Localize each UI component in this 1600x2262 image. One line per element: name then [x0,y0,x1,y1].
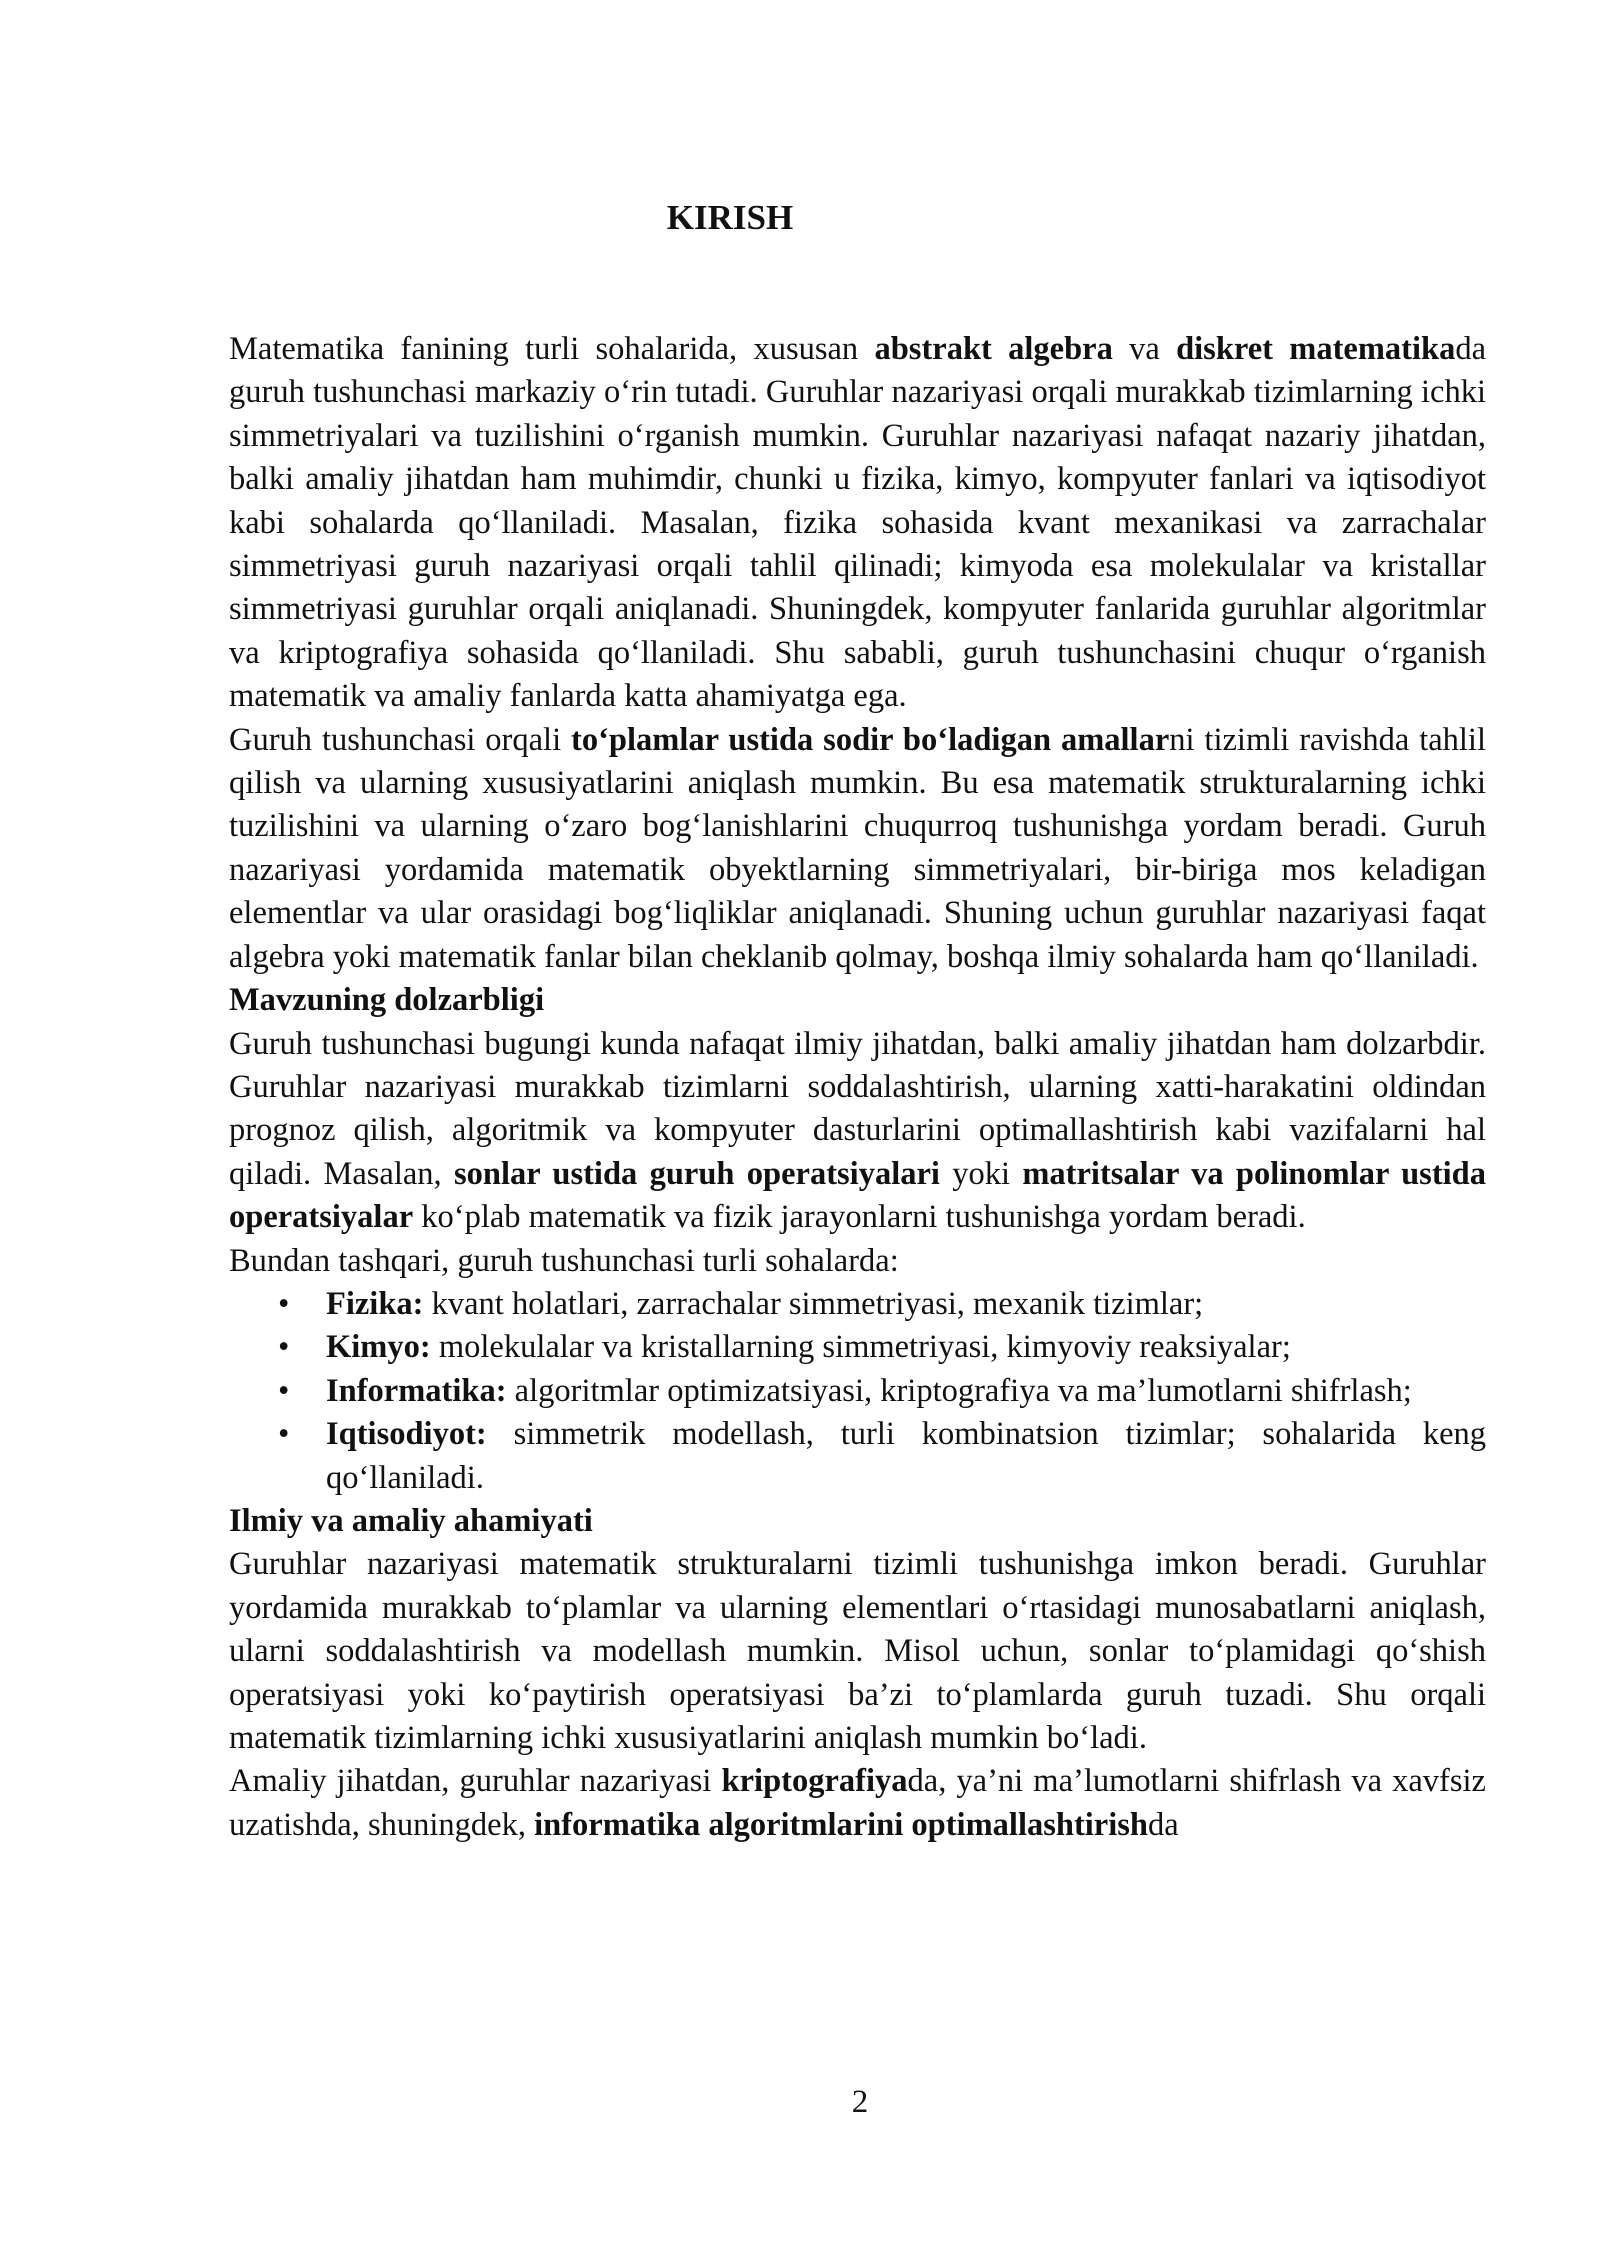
bullet-icon: • [278,1372,290,1409]
intro-paragraph-2 [229,719,1486,979]
relevance-paragraph-2: Bundan tashqari, guruh tushunchasi turli sohalarda: [229,1242,899,1279]
list-item-label: Kimyo: [326,1329,431,1366]
section-heading-relevance: Mavzuning dolzarbligi [229,982,545,1019]
text-run: da, ya’ni ma’lumotlarni shifrlash va xavfsiz uzatishda, shuningdek, [229,1763,1486,1843]
bullet-icon: • [278,1329,290,1366]
bold-term: abstrakt algebra [874,331,1113,367]
bold-term: to‘plamlar ustida sodir bo‘ladigan amallar [571,721,1170,758]
bold-term: sonlar ustida guruh operatsiyalari [453,1155,940,1192]
section-heading-importance: Ilmiy va amaliy ahamiyati [229,1502,593,1539]
page-number: 2 [851,2084,869,2120]
fields-list [229,1283,1486,1500]
bold-term: kriptografiya [721,1763,908,1800]
text-run: da guruh tushunchasi markaziy o‘rin tutadi. Guruhlar nazariyasi orqali murakkab tizimlarning ichki simmetriyalari va tuzilishini o‘rganish mumkin. Guruhlar nazariyasi nafaqat nazariy jihatdan, balki amaliy jihatdan ham muhimdir, chunki u fizika, kimyo, kompyuter fanlari va iqtisodiyot kabi sohalarda qo‘llaniladi. Masalan, fizika sohasida kvant mexanikasi va zarrachalar simmetriyasi guruh nazariyasi orqali tahlil qilinadi; kimyoda esa molekulalar va kristallar simmetriyasi guruhlar orqali aniqlanadi. Shuningdek, kompyuter fanlarida guruhlar algoritmlar va kriptografiya sohasida qo‘llaniladi. Shu sababli, guruh tushunchasini chuqur o‘rganish matematik va amaliy fanlarda katta ahamiyatga ega. [229,331,1487,715]
bold-term: informatika algoritmlarini optimallashtirish [534,1806,1148,1843]
text-run: yoki [939,1155,1023,1192]
list-item-text: molekulalar va kristallarning simmetriyasi, kimyoviy reaksiyalar; [430,1329,1291,1366]
list-item-label: Fizika: [326,1285,424,1322]
list-item-text: algoritmlar optimizatsiyasi, kriptografiya va ma’lumotlarni shifrlash; [506,1372,1412,1409]
importance-paragraph-2 [229,1760,1486,1847]
list-item-label: Iqtisodiyot: [326,1416,487,1453]
list-item [229,1326,1486,1369]
text-run: Guruh tushunchasi bugungi kunda nafaqat ilmiy jihatdan, balki amaliy jihatdan ham dolzarbdir. Guruhlar nazariyasi murakkab tizimlarni soddalashtirish, ularning xatti-harakatini oldindan prognoz qilish, algoritmik va kompyuter dasturlarini optimallashtirish kabi vazifalarni hal qiladi. Masalan, [229,1025,1486,1192]
list-item-text: simmetrik modellash, turli kombinatsion tizimlar; sohalarida keng qo‘llaniladi. [326,1416,1486,1496]
document-body [229,328,1486,1847]
list-item [229,1283,1486,1326]
page-title: KIRISH [666,198,794,237]
text-run: da [1147,1806,1179,1843]
list-item [229,1370,1486,1413]
text-run: Matematika fanining turli sohalarida, xususan [229,331,875,367]
relevance-paragraph-1 [229,1023,1486,1240]
text-run: Guruh tushunchasi orqali [229,721,572,758]
importance-paragraph-1: Guruhlar nazariyasi matematik strukturalarni tizimli tushunishga imkon beradi. Guruhlar yordamida murakkab to‘plamlar va ularning elementlari o‘rtasidagi munosabatlarni aniqlash, ularni soddalashtirish va modellash mumkin. Misol uchun, sonlar to‘plamidagi qo‘shish operatsiyasi yoki ko‘paytirish operatsiyasi ba’zi to‘plamlarda guruh tuzadi. Shu orqali matematik tizimlarning ichki xususiyatlarini aniqlash mumkin bo‘ladi. [229,1546,1486,1756]
text-run: Amaliy jihatdan, guruhlar nazariyasi [229,1763,722,1800]
text-run: ni tizimli ravishda tahlil qilish va ularning xususiyatlarini aniqlash mumkin. Bu esa matematik strukturalarning ichki tuzilishini va ularning o‘zaro bog‘lanishlarini chuqurroq tushunishga yordam beradi. Guruh nazariyasi yordamida matematik obyektlarning simmetriyalari, bir-biriga mos keladigan elementlar va ular orasidagi bog‘liqliklar aniqlanadi. Shuning uchun guruhlar nazariyasi faqat algebra yoki matematik fanlar bilan cheklanib qolmay, boshqa ilmiy sohalarda ham qo‘llaniladi. [229,721,1486,975]
list-item-text: kvant holatlari, zarrachalar simmetriyasi, mexanik tizimlar; [423,1285,1204,1322]
bold-term: diskret matematika [1176,331,1456,367]
text-run: va [1112,331,1177,367]
list-item [229,1413,1486,1500]
bullet-icon: • [278,1416,290,1453]
list-item-label: Informatika: [326,1372,507,1409]
bold-term: matritsalar va polinomlar ustida operatsiyalar [229,1155,1486,1236]
text-run: ko‘plab matematik va fizik jarayonlarni tushunishga yordam beradi. [413,1199,1306,1236]
bullet-icon: • [278,1285,290,1322]
intro-paragraph-1 [229,328,1486,719]
